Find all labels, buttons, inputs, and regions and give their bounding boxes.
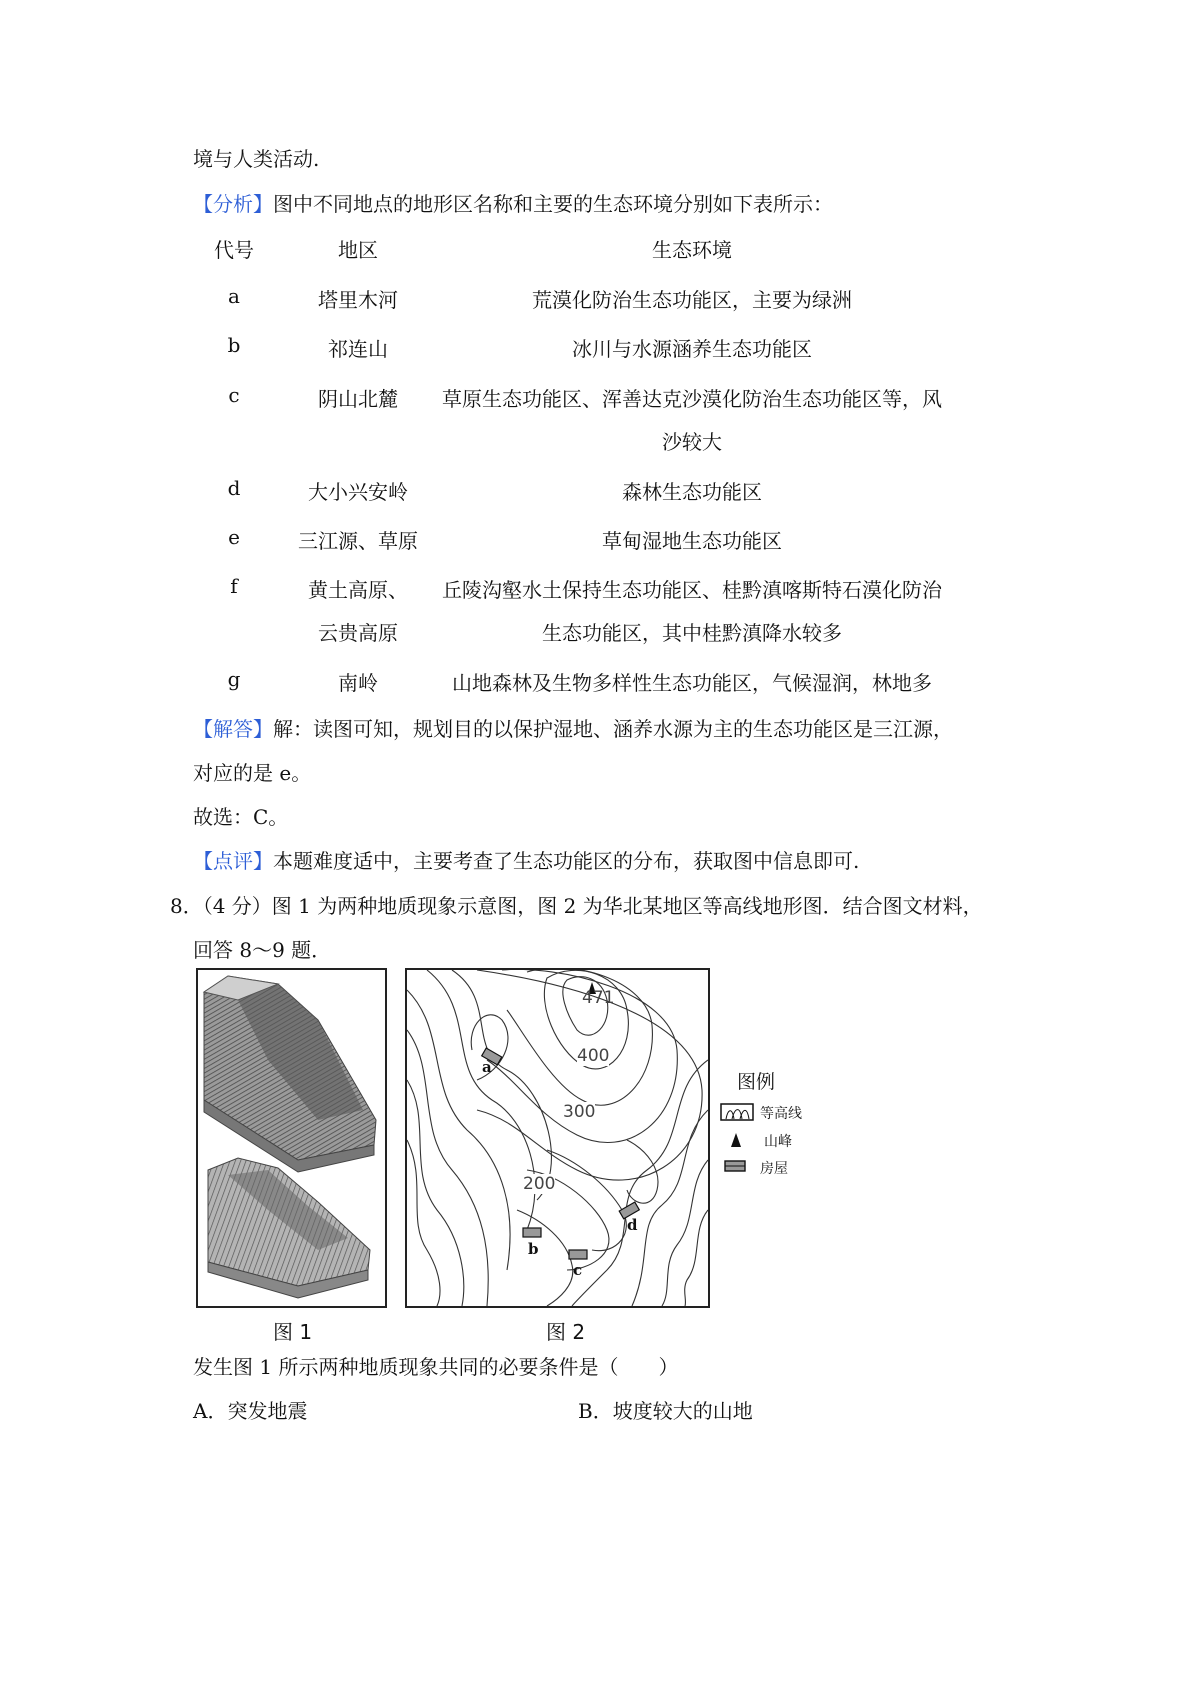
row-env: 丘陵沟壑水土保持生态功能区、桂黔滇喀斯特石漠化防治 [442,578,942,602]
contour-label-200: 200 [523,1174,556,1194]
contour-icon [720,1103,754,1121]
row-code: f [230,574,238,598]
row-env: 山地森林及生物多样性生态功能区，气候湿润，林地多 [452,671,932,695]
header-region: 地区 [338,238,378,262]
question-text: 发生图 1 所示两种地质现象共同的必要条件是（ ） [193,1355,679,1379]
option-a: A．突发地震 [193,1399,308,1423]
answer-line1 [193,713,953,742]
row-env: 冰川与水源涵养生态功能区 [572,337,812,361]
peak-elevation-label: 471 [582,988,615,1008]
figure-1 [196,968,387,1308]
analysis-line [193,188,833,217]
comment-tag: 【点评】 [193,849,273,873]
row-region: 黄土高原、 [308,578,408,602]
option-b: B．坡度较大的山地 [578,1399,753,1423]
header-code: 代号 [214,238,254,262]
row-code: e [228,525,240,549]
row-code: d [227,476,241,500]
row-env-line2: 沙较大 [662,430,722,454]
contour-group [407,970,708,1306]
comment-line [193,845,859,874]
comment-text: 本题难度适中，主要考查了生态功能区的分布，获取图中信息即可. [273,849,860,873]
row-code: a [228,284,240,308]
house-icon [724,1160,746,1172]
house-label-d: d [627,1216,638,1234]
answer-tag: 【解答】 [193,717,273,741]
landslide-illustration [198,970,385,1306]
row-env-line2: 生态功能区，其中桂黔滇降水较多 [542,621,842,645]
question-8-line2: 回答 8～9 题． [193,938,332,962]
row-code: c [228,383,240,407]
row-env: 草甸湿地生态功能区 [602,529,782,553]
row-region: 祁连山 [328,337,388,361]
contour-label-300: 300 [563,1102,596,1122]
row-region: 阴山北麓 [318,387,398,411]
answer-line2: 对应的是 e。 [193,761,312,785]
house-label-a: a [482,1058,492,1076]
house-label-c: c [573,1261,583,1279]
legend-label-peak: 山峰 [764,1134,792,1150]
row-region-line2: 云贵高原 [318,621,398,645]
row-region: 大小兴安岭 [308,480,408,504]
figure-2-caption: 图 2 [546,1320,586,1344]
contour-label-400: 400 [577,1046,610,1066]
contour-lines [407,970,708,1306]
intro-tail: 境与人类活动. [193,147,320,171]
house-icon [482,1048,640,1259]
analysis-text: 图中不同地点的地形区名称和主要的生态环境分别如下表所示： [273,192,833,216]
peak-icon [729,1132,743,1148]
question-8-line1: 8．（4 分）图 1 为两种地质现象示意图，图 2 为华北某地区等高线地形图．结合图文材料， [170,894,983,918]
legend-label-contour: 等高线 [760,1106,802,1122]
row-env: 森林生态功能区 [622,480,762,504]
legend-label-house: 房屋 [760,1161,788,1177]
row-region: 南岭 [338,671,378,695]
row-region: 塔里木河 [318,288,398,312]
header-env: 生态环境 [652,238,732,262]
answer-choice: 故选：C。 [193,805,289,829]
house-label-b: b [528,1240,539,1258]
analysis-tag: 【分析】 [193,192,273,216]
row-code: g [227,667,241,691]
figure-1-caption: 图 1 [273,1320,313,1344]
legend-title: 图例 [737,1071,776,1093]
figure-2-contour-map [405,968,710,1308]
row-env: 草原生态功能区、浑善达克沙漠化防治生态功能区等，风 [442,387,942,411]
answer-text: 解：读图可知，规划目的以保护湿地、涵养水源为主的生态功能区是三江源， [273,717,953,741]
row-env: 荒漠化防治生态功能区，主要为绿洲 [532,288,852,312]
row-code: b [227,333,241,357]
row-region: 三江源、草原 [298,529,418,553]
